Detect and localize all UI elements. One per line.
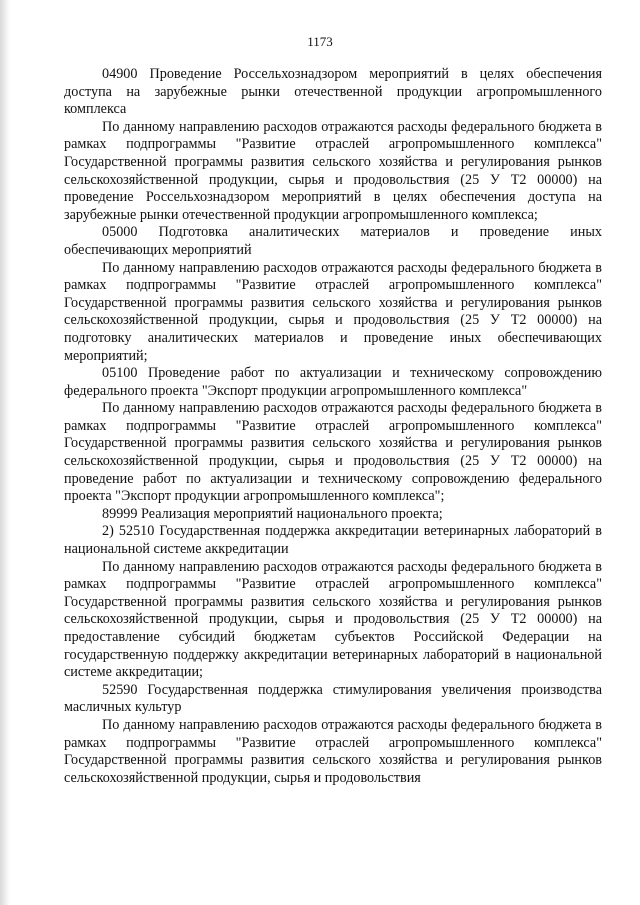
paragraph-05000-heading: 05000 Подготовка аналитических материалов и проведение иных обеспечивающих мероприятий bbox=[64, 224, 602, 258]
document-body bbox=[64, 66, 602, 787]
paragraph-05100-description: По данному направлению расходов отражаются расходы федерального бюджета в рамках подпрограммы "Развитие отраслей агропромышленного комплекса" Государственной программы развития сельского хозяйства и регулирования рынков сельскохозяйственной продукции, сырья и продовольствия (25 У Т2 00000) на проведение работ по актуализации и техническому сопровождению федерального проекта "Экспорт продукции агропромышленного комплекса"; bbox=[64, 400, 602, 505]
paragraph-52590-heading: 52590 Государственная поддержка стимулирования увеличения производства масличных культур bbox=[64, 681, 602, 716]
paragraph-04900-description: По данному направлению расходов отражаются расходы федерального бюджета в рамках подпрограммы "Развитие отраслей агропромышленного комплекса" Государственной программы развития сельского хозяйства и регулирования рынков сельскохозяйственной продукции, сырья и продовольствия (25 У Т2 00000) на проведение Россельхознадзором мероприятий в целях обеспечения доступа на зарубежные рынки отечественной продукции агропромышленного комплекса; bbox=[64, 118, 602, 223]
paragraph-04900-heading: 04900 Проведение Россельхознадзором мероприятий в целях обеспечения доступа на зарубежные рынки отечественной продукции агропромышленного комплекса bbox=[64, 66, 602, 118]
paragraph-05000-description: По данному направлению расходов отражаются расходы федерального бюджета в рамках подпрограммы "Развитие отраслей агропромышленного комплекса" Государственной программы развития сельского хозяйства и регулирования рынков сельскохозяйственной продукции, сырья и продовольствия (25 У Т2 00000) на подготовку аналитических материалов и проведение иных обеспечивающих мероприятий; bbox=[64, 259, 602, 364]
paragraph-05100-heading: 05100 Проведение работ по актуализации и техническому сопровождению федерального проекта "Экспорт продукции агропромышленного комплекса" bbox=[64, 365, 602, 399]
paragraph-52510-description: По данному направлению расходов отражаются расходы федерального бюджета в рамках подпрограммы "Развитие отраслей агропромышленного комплекса" Государственной программы развития сельского хозяйства и регулирования рынков сельскохозяйственной продукции, сырья и продовольствия (25 У Т2 00000) на предоставление субсидий бюджетам субъектов Российской Федерации на государственную поддержку аккредитации ветеринарных лабораторий в национальной системе аккредитации; bbox=[64, 558, 602, 681]
paragraph-89999: 89999 Реализация мероприятий национального проекта; bbox=[102, 505, 443, 522]
paragraph-52590-description: По данному направлению расходов отражаются расходы федерального бюджета в рамках подпрограммы "Развитие отраслей агропромышленного комплекса" Государственной программы развития сельского хозяйства и регулирования рынков сельскохозяйственной продукции, сырья и продовольствия bbox=[64, 716, 602, 786]
scan-edge-shadow bbox=[0, 0, 10, 905]
page-number: 1173 bbox=[307, 34, 333, 49]
paragraph-52510-heading: 2) 52510 Государственная поддержка аккредитации ветеринарных лабораторий в национальной системе аккредитации bbox=[64, 523, 602, 558]
